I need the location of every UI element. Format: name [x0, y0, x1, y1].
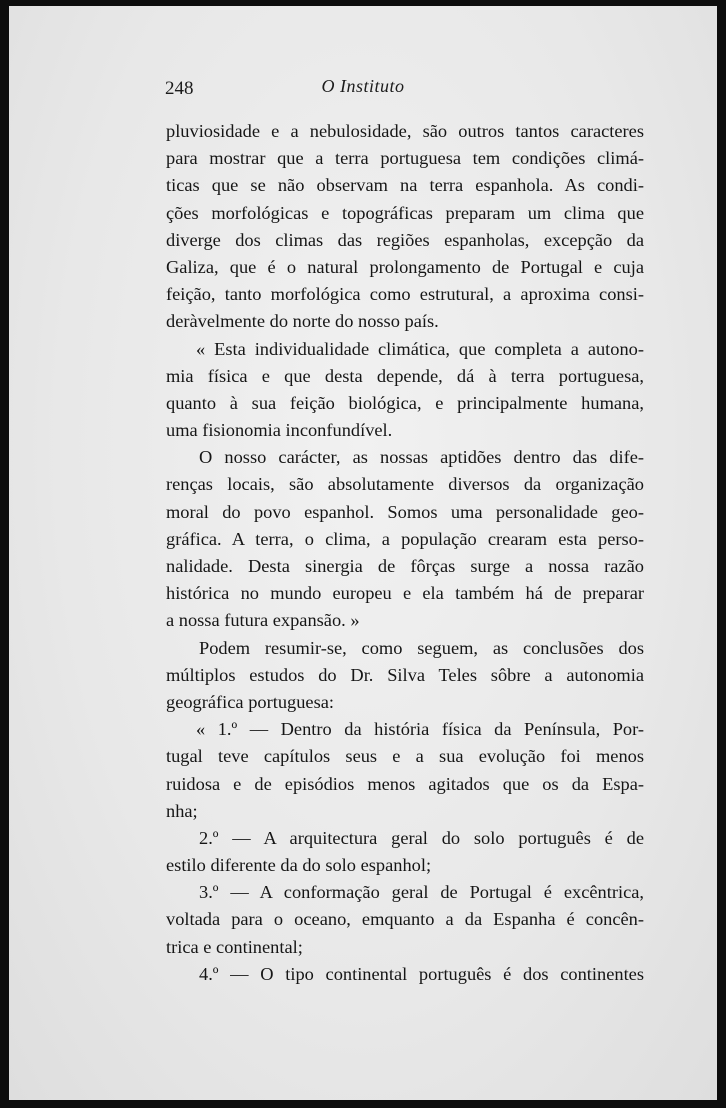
text-line: voltada para o oceano, emquanto a da Espanha é concên-: [166, 909, 644, 930]
text-line: para mostrar que a terra portuguesa tem condições climá-: [166, 148, 644, 169]
text-line: « Esta individualidade climática, que completa a autono-: [196, 338, 644, 359]
book-page: [9, 6, 717, 1100]
text-line: diverge dos climas das regiões espanholas, excepção da: [166, 229, 644, 250]
text-line: 3.º — A conformação geral de Portugal é excêntrica,: [199, 882, 644, 903]
text-line: nalidade. Desta sinergia de fôrças surge a nossa razão: [166, 556, 644, 576]
text-line: Podem resumir-se, como seguem, as conclusões dos: [199, 637, 644, 658]
running-head: [9, 72, 717, 102]
text-line: pluviosidade e a nebulosidade, são outros tantos caracteres: [166, 121, 644, 141]
text-line: « 1.º — Dentro da história física da Península, Por-: [196, 719, 644, 740]
text-line: ticas que se não observam na terra espanhola. As condi-: [166, 175, 644, 196]
text-line: trica e continental;: [166, 936, 303, 957]
text-line: estilo diferente da do solo espanhol;: [166, 855, 432, 876]
text-line: 2.º — A arquitectura geral do solo português é de: [199, 827, 644, 848]
text-line: moral do povo espanhol. Somos uma personalidade geo-: [166, 501, 644, 522]
text-line: mia física e que desta depende, dá à terra portuguesa,: [166, 365, 644, 386]
text-line: O nosso carácter, as nossas aptidões dentro das dife-: [199, 447, 644, 468]
text-line: histórica no mundo europeu e ela também há de preparar: [166, 583, 644, 604]
text-line: geográfica portuguesa:: [166, 691, 334, 712]
text-line: renças locais, são absolutamente diversos da organização: [166, 474, 644, 495]
text-line: gráfica. A terra, o clima, a população crearam esta perso-: [166, 528, 644, 549]
text-line: tugal teve capítulos seus e a sua evolução foi menos: [166, 746, 644, 767]
text-line: Galiza, que é o natural prolongamento de Portugal e cuja: [166, 256, 644, 277]
text-line: uma fisionomia inconfundível.: [166, 420, 393, 441]
text-line: ções morfológicas e topográficas preparam um clima que: [166, 202, 644, 223]
text-line: deràvelmente do norte do nosso país.: [166, 311, 439, 332]
body-text: [166, 118, 644, 988]
text-line: múltiplos estudos do Dr. Silva Teles sôbre a autonomia: [166, 664, 644, 685]
journal-title: O Instituto: [321, 76, 405, 96]
text-line: feição, tanto morfológica como estrutural, a aproxima consi-: [166, 284, 644, 305]
text-line: nha;: [166, 800, 198, 821]
text-line: ruidosa e de episódios menos agitados que os da Espa-: [166, 773, 644, 794]
text-line: quanto à sua feição biológica, e principalmente humana,: [166, 392, 644, 413]
text-line: 4.º — O tipo continental português é dos continentes: [199, 963, 644, 984]
page-number: 248: [165, 78, 194, 99]
text-line: a nossa futura expansão. »: [166, 610, 360, 631]
